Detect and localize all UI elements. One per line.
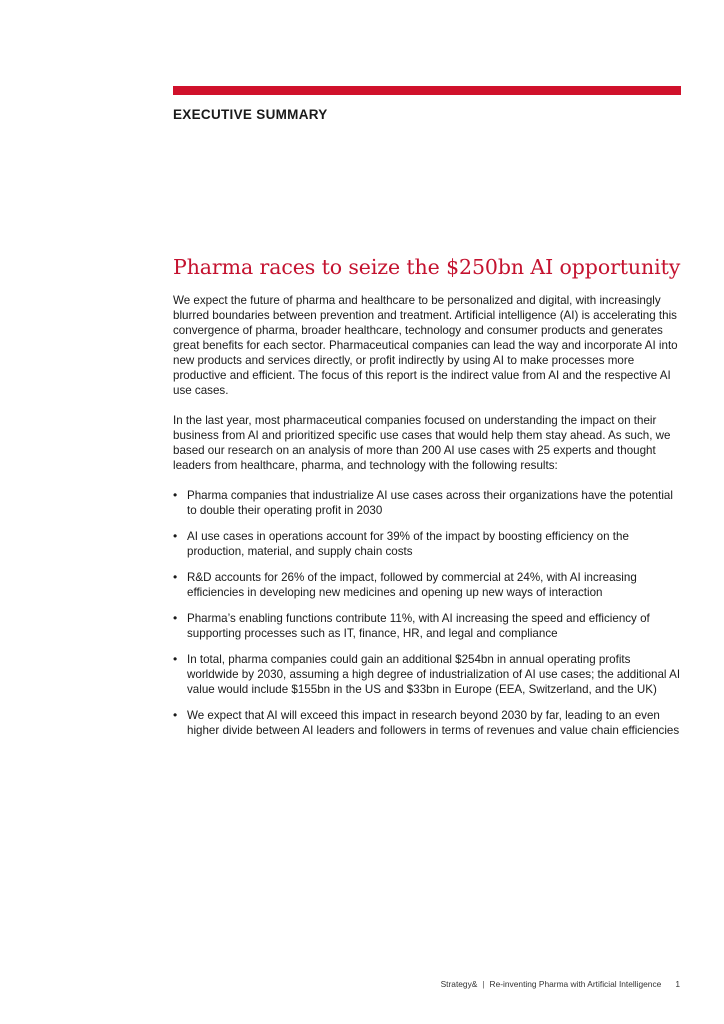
list-item [173, 652, 683, 697]
footer-separator: | [482, 979, 485, 989]
research-paragraph: In the last year, most pharmaceutical companies focused on understanding the impact on their business from AI and prioritized specific use cases that would help them stay ahead. As such, we based our research on an analysis of more than 200 AI use cases with 25 experts and thought leaders from healthcare, pharma, and technology with the following results: [173, 414, 671, 472]
bullet-icon: • [173, 488, 178, 502]
list-item [173, 529, 683, 559]
list-item [173, 708, 683, 738]
bullet-icon: • [173, 611, 178, 625]
bullet-icon: • [173, 652, 178, 666]
page-number: 1 [675, 979, 680, 989]
footer-report-title: Re-inventing Pharma with Artificial Intelligence [489, 979, 662, 989]
list-item [173, 488, 683, 518]
footer-brand: Strategy& [440, 979, 478, 989]
bullet-icon: • [173, 570, 178, 584]
list-item-text: We expect that AI will exceed this impact in research beyond 2030 by far, leading to an even higher divide between AI leaders and followers in terms of revenues and value chain efficiencies [187, 709, 680, 737]
top-accent-rule [173, 86, 681, 95]
list-item-text: R&D accounts for 26% of the impact, followed by commercial at 24%, with AI increasing efficiencies in developing new medicines and opening up new ways of interaction [187, 571, 637, 599]
list-item-text: In total, pharma companies could gain an additional $254bn in annual operating profits worldwide by 2030, assuming a high degree of industrialization of AI use cases; the additional AI value would include $155bn in the US and $33bn in Europe (EEA, Switzerland, and the UK) [187, 653, 681, 696]
list-item [173, 570, 683, 600]
section-label: EXECUTIVE SUMMARY [173, 107, 328, 122]
list-item-text: AI use cases in operations account for 39% of the impact by boosting efficiency on the production, material, and supply chain costs [187, 530, 629, 558]
list-item-text: Pharma’s enabling functions contribute 11%, with AI increasing the speed and efficiency of supporting processes such as IT, finance, HR, and legal and compliance [187, 612, 650, 640]
body-text [173, 293, 683, 749]
page-title: Pharma races to seize the $250bn AI opportunity [173, 255, 681, 279]
list-item [173, 611, 683, 641]
bullet-icon: • [173, 708, 178, 722]
list-item-text: Pharma companies that industrialize AI use cases across their organizations have the potential to double their operating profit in 2030 [187, 489, 673, 517]
page-footer [441, 979, 680, 989]
bullet-icon: • [173, 529, 178, 543]
intro-paragraph: We expect the future of pharma and healthcare to be personalized and digital, with increasingly blurred boundaries between prevention and treatment. Artificial intelligence (AI) is accelerating this convergence of pharma, broader healthcare, technology and consumer products and generates great benefits for each sector. Pharmaceutical companies can lead the way and incorporate AI into new products and services directly, or profit indirectly by using AI to make processes more productive and efficient. The focus of this report is the indirect value from AI and the respective AI use cases. [173, 294, 678, 397]
results-list [173, 488, 683, 738]
